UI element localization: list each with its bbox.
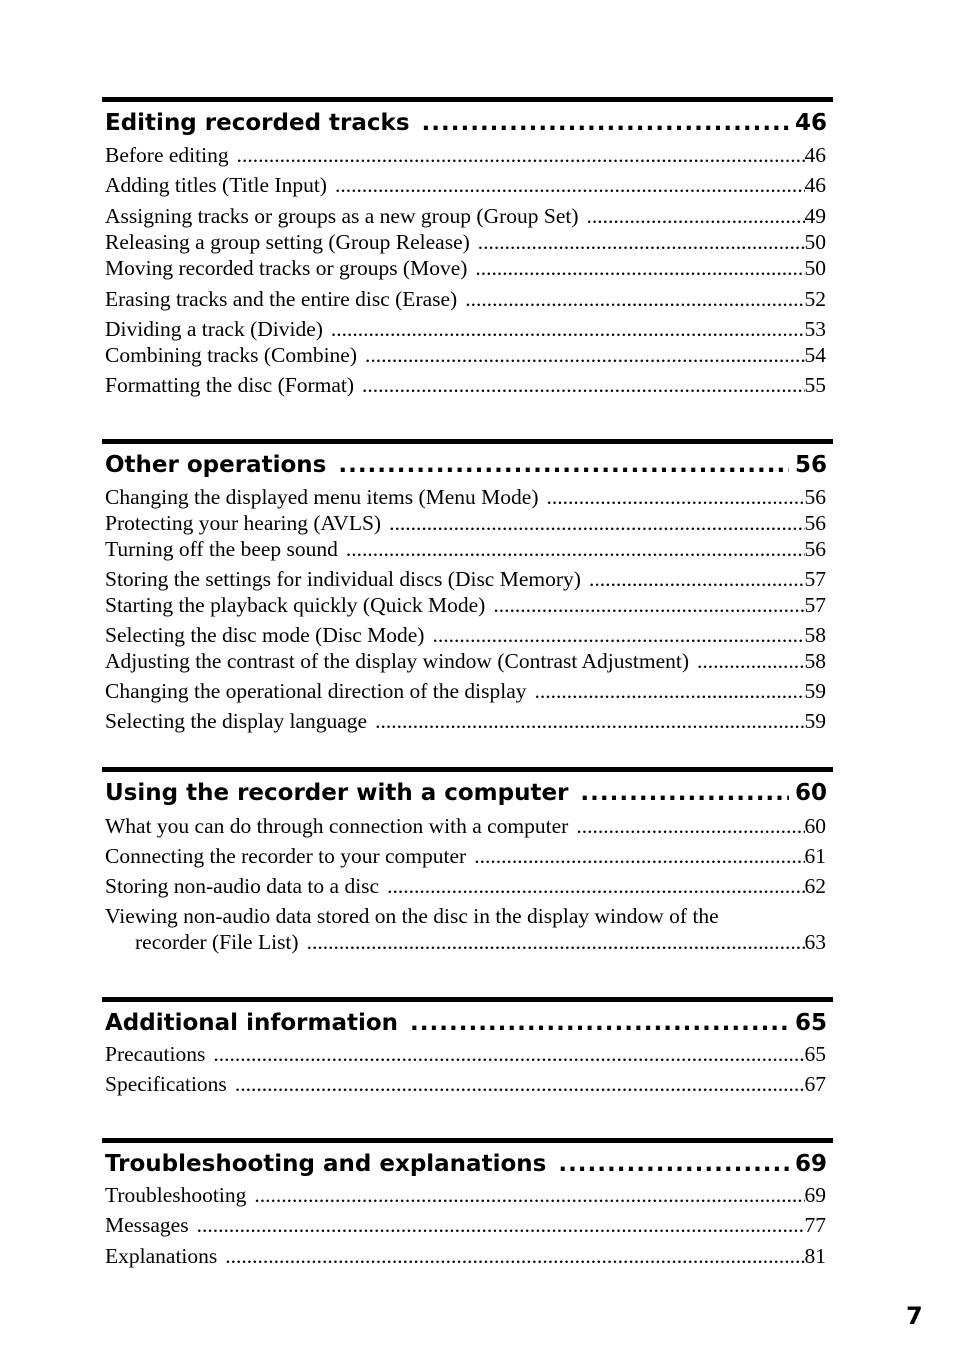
entry-title: Before editing bbox=[105, 143, 229, 167]
dot-leader bbox=[213, 1041, 804, 1067]
section-page: 65 bbox=[794, 1010, 827, 1036]
entry-page: 59 bbox=[804, 679, 826, 703]
section-title: Troubleshooting and explanations bbox=[105, 1151, 547, 1177]
section-title: Using the recorder with a computer bbox=[105, 780, 569, 806]
toc-entry[interactable] bbox=[105, 316, 826, 342]
entry-page: 55 bbox=[804, 373, 826, 397]
dot-leader bbox=[478, 229, 805, 255]
entry-page: 67 bbox=[804, 1072, 826, 1096]
section-title: Editing recorded tracks bbox=[105, 110, 410, 136]
entry-page: 56 bbox=[804, 485, 826, 509]
dot-leader bbox=[387, 873, 804, 899]
entry-page: 46 bbox=[804, 173, 826, 197]
dot-leader bbox=[432, 622, 804, 648]
dot-leader bbox=[362, 372, 804, 398]
dot-leader bbox=[535, 678, 805, 704]
toc-entry[interactable] bbox=[105, 708, 826, 734]
toc-entry[interactable] bbox=[105, 142, 826, 168]
entry-list bbox=[102, 1182, 833, 1269]
entry-title-cont: recorder (File List) bbox=[135, 930, 299, 954]
toc-section-additional-information bbox=[102, 997, 833, 1109]
toc-entry[interactable] bbox=[105, 1212, 826, 1238]
toc-entry[interactable] bbox=[105, 813, 826, 839]
entry-page: 62 bbox=[804, 874, 826, 898]
toc-section-computer bbox=[102, 767, 833, 971]
dot-leader bbox=[576, 813, 804, 839]
toc-entry[interactable] bbox=[105, 510, 826, 536]
toc-entry[interactable] bbox=[105, 484, 826, 510]
entry-page: 50 bbox=[804, 230, 826, 254]
entry-title: Messages bbox=[105, 1213, 189, 1237]
entry-title: Assigning tracks or groups as a new group (Group Set) bbox=[105, 204, 579, 228]
entry-title: Turning off the beep sound bbox=[105, 537, 338, 561]
entry-page: 49 bbox=[804, 204, 826, 228]
entry-page: 56 bbox=[804, 537, 826, 561]
dot-leader bbox=[697, 648, 804, 674]
toc-entry[interactable] bbox=[105, 1041, 826, 1067]
toc-entry[interactable] bbox=[105, 536, 826, 562]
toc-entry[interactable] bbox=[105, 1071, 826, 1097]
dot-leader bbox=[547, 484, 805, 510]
toc-entry[interactable] bbox=[105, 255, 826, 281]
entry-title: Combining tracks (Combine) bbox=[105, 343, 357, 367]
entry-title: Storing the settings for individual discs (Disc Memory) bbox=[105, 567, 581, 591]
entry-page: 56 bbox=[804, 511, 826, 535]
section-heading[interactable] bbox=[102, 108, 833, 138]
section-page: 69 bbox=[794, 1151, 827, 1177]
entry-title: Connecting the recorder to your computer bbox=[105, 844, 467, 868]
dot-leader bbox=[365, 342, 805, 368]
toc-section-troubleshooting bbox=[102, 1138, 833, 1279]
entry-page: 63 bbox=[804, 930, 826, 954]
page-number: 7 bbox=[906, 1302, 923, 1330]
section-heading[interactable] bbox=[102, 1008, 833, 1038]
entry-title: Moving recorded tracks or groups (Move) bbox=[105, 256, 468, 280]
dot-leader bbox=[410, 1008, 789, 1038]
toc-entry[interactable] bbox=[105, 873, 826, 899]
entry-title: Protecting your hearing (AVLS) bbox=[105, 511, 382, 535]
entry-page: 58 bbox=[804, 649, 826, 673]
toc-entry[interactable] bbox=[105, 172, 826, 198]
entry-title: Selecting the display language bbox=[105, 709, 368, 733]
entry-page: 60 bbox=[804, 814, 826, 838]
section-title: Other operations bbox=[105, 452, 327, 478]
entry-title: Starting the playback quickly (Quick Mode) bbox=[105, 593, 486, 617]
entry-title: Selecting the disc mode (Disc Mode) bbox=[105, 623, 425, 647]
entry-page: 54 bbox=[804, 343, 826, 367]
entry-page: 57 bbox=[804, 567, 826, 591]
section-page: 56 bbox=[794, 452, 827, 478]
entry-title: Troubleshooting bbox=[105, 1183, 247, 1207]
entry-page: 69 bbox=[804, 1183, 826, 1207]
toc-section-other-operations bbox=[102, 439, 833, 741]
entry-page: 46 bbox=[804, 143, 826, 167]
entry-list bbox=[102, 1041, 833, 1097]
dot-leader bbox=[475, 255, 804, 281]
dot-leader bbox=[474, 843, 804, 869]
dot-leader bbox=[338, 450, 789, 480]
entry-page: 57 bbox=[804, 593, 826, 617]
dot-leader bbox=[254, 1182, 804, 1208]
toc-entry[interactable] bbox=[105, 903, 826, 955]
entry-title: Storing non-audio data to a disc bbox=[105, 874, 380, 898]
dot-leader bbox=[307, 929, 805, 955]
entry-page: 53 bbox=[804, 317, 826, 341]
entry-title: Adding titles (Title Input) bbox=[105, 173, 327, 197]
section-heading[interactable] bbox=[102, 1149, 833, 1179]
dot-leader bbox=[346, 536, 805, 562]
entry-title: Changing the displayed menu items (Menu Mode) bbox=[105, 485, 539, 509]
entry-page: 61 bbox=[804, 844, 826, 868]
entry-page: 65 bbox=[804, 1042, 826, 1066]
entry-title: Specifications bbox=[105, 1072, 227, 1096]
toc-entry[interactable] bbox=[105, 592, 826, 618]
toc-entry[interactable] bbox=[105, 648, 826, 674]
dot-leader bbox=[389, 510, 804, 536]
toc-entry[interactable] bbox=[105, 229, 826, 255]
entry-title: Erasing tracks and the entire disc (Erase) bbox=[105, 287, 458, 311]
entry-list bbox=[102, 142, 833, 398]
toc-section-editing bbox=[102, 97, 833, 413]
dot-leader bbox=[465, 286, 804, 312]
entry-title: Explanations bbox=[105, 1244, 218, 1268]
entry-page: 59 bbox=[804, 709, 826, 733]
entry-title: Changing the operational direction of the display bbox=[105, 679, 527, 703]
section-title: Additional information bbox=[105, 1010, 399, 1036]
dot-leader bbox=[225, 1243, 804, 1269]
section-heading[interactable] bbox=[102, 778, 833, 808]
entry-list bbox=[102, 484, 833, 734]
toc-entry[interactable] bbox=[105, 843, 826, 869]
dot-leader bbox=[587, 203, 805, 229]
toc-entry[interactable] bbox=[105, 622, 826, 648]
toc-entry[interactable] bbox=[105, 566, 826, 592]
dot-leader bbox=[493, 592, 804, 618]
dot-leader bbox=[331, 316, 805, 342]
entry-title: Precautions bbox=[105, 1042, 206, 1066]
toc-entry[interactable] bbox=[105, 342, 826, 368]
dot-leader bbox=[335, 172, 805, 198]
section-page: 60 bbox=[794, 780, 827, 806]
entry-list bbox=[102, 813, 833, 955]
entry-page: 58 bbox=[804, 623, 826, 647]
dot-leader bbox=[197, 1212, 805, 1238]
section-page: 46 bbox=[794, 110, 827, 136]
entry-title: Releasing a group setting (Group Release) bbox=[105, 230, 470, 254]
entry-title-continuation bbox=[105, 929, 826, 955]
entry-page: 81 bbox=[804, 1244, 826, 1268]
dot-leader bbox=[580, 778, 789, 808]
entry-page: 77 bbox=[804, 1213, 826, 1237]
toc-entry[interactable] bbox=[105, 678, 826, 704]
dot-leader bbox=[422, 108, 789, 138]
toc-entry[interactable] bbox=[105, 372, 826, 398]
dot-leader bbox=[375, 708, 804, 734]
entry-title: Formatting the disc (Format) bbox=[105, 373, 355, 397]
entry-page: 50 bbox=[804, 256, 826, 280]
entry-title: Viewing non-audio data stored on the disc in the display window of the bbox=[105, 904, 719, 928]
dot-leader bbox=[237, 142, 805, 168]
toc-entry[interactable] bbox=[105, 1243, 826, 1269]
dot-leader bbox=[235, 1071, 805, 1097]
entry-title: What you can do through connection with a computer bbox=[105, 814, 569, 838]
dot-leader bbox=[589, 566, 805, 592]
dot-leader bbox=[558, 1149, 789, 1179]
entry-title: Dividing a track (Divide) bbox=[105, 317, 323, 341]
entry-title: Adjusting the contrast of the display window (Contrast Adjustment) bbox=[105, 649, 690, 673]
toc-entry[interactable] bbox=[105, 286, 826, 312]
toc-entry[interactable] bbox=[105, 1182, 826, 1208]
entry-page: 52 bbox=[804, 287, 826, 311]
toc-entry[interactable] bbox=[105, 203, 826, 229]
table-of-contents bbox=[102, 97, 833, 1279]
section-heading[interactable] bbox=[102, 450, 833, 480]
